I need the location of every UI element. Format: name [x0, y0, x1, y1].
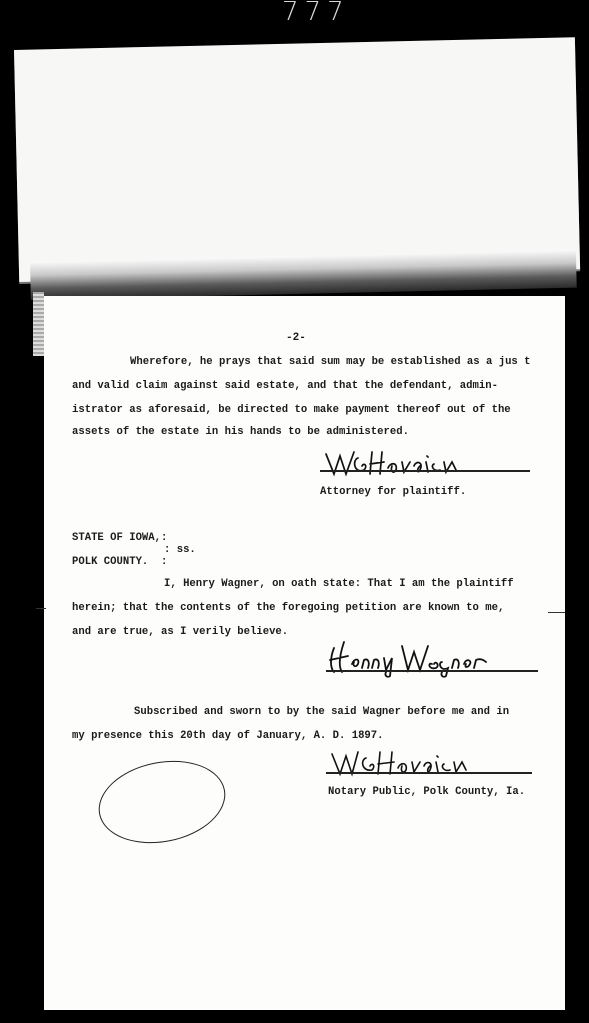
- affiant-signature-line: [326, 670, 538, 672]
- attorney-signature-line: [320, 470, 530, 472]
- frame-number: 777: [282, 0, 350, 27]
- attorney-caption: Attorney for plaintiff.: [320, 486, 467, 498]
- prayer-line-4: assets of the estate in his hands to be administered.: [72, 426, 409, 438]
- venue-county: POLK COUNTY. :: [72, 556, 168, 568]
- notary-signature: [326, 744, 516, 784]
- prayer-line-2: and valid claim against said estate, and that the defendant, admin-: [72, 380, 498, 392]
- notary-signature-line: [326, 772, 532, 774]
- binding-strip: [33, 292, 44, 356]
- scan-mark-right: [548, 612, 565, 613]
- jurat-line-1: Subscribed and sworn to by the said Wagner before me and in: [134, 706, 510, 718]
- oath-line-3: and are true, as I verily believe.: [72, 626, 289, 638]
- attorney-signature: [320, 444, 510, 484]
- oath-line-1: I, Henry Wagner, on oath state: That I am the plaintiff: [164, 578, 514, 590]
- notary-caption: Notary Public, Polk County, Ia.: [328, 786, 526, 798]
- page-number: -2-: [286, 332, 306, 344]
- venue-state: STATE OF IOWA,:: [72, 532, 168, 544]
- jurat-line-2: my presence this 20th day of January, A. D. 1897.: [72, 730, 384, 742]
- affiant-signature: [324, 636, 544, 678]
- prayer-line-1: Wherefore, he prays that said sum may be established as a jus t: [130, 356, 531, 368]
- oath-line-2: herein; that the contents of the foregoing petition are known to me,: [72, 602, 505, 614]
- folded-paper-slip: [14, 37, 580, 282]
- venue-ss: : ss.: [164, 544, 196, 556]
- scan-mark-left: [36, 608, 46, 609]
- document-page: [44, 296, 565, 1010]
- notary-seal: [92, 751, 233, 854]
- prayer-line-3: istrator as aforesaid, be directed to make payment thereof out of the: [72, 404, 511, 416]
